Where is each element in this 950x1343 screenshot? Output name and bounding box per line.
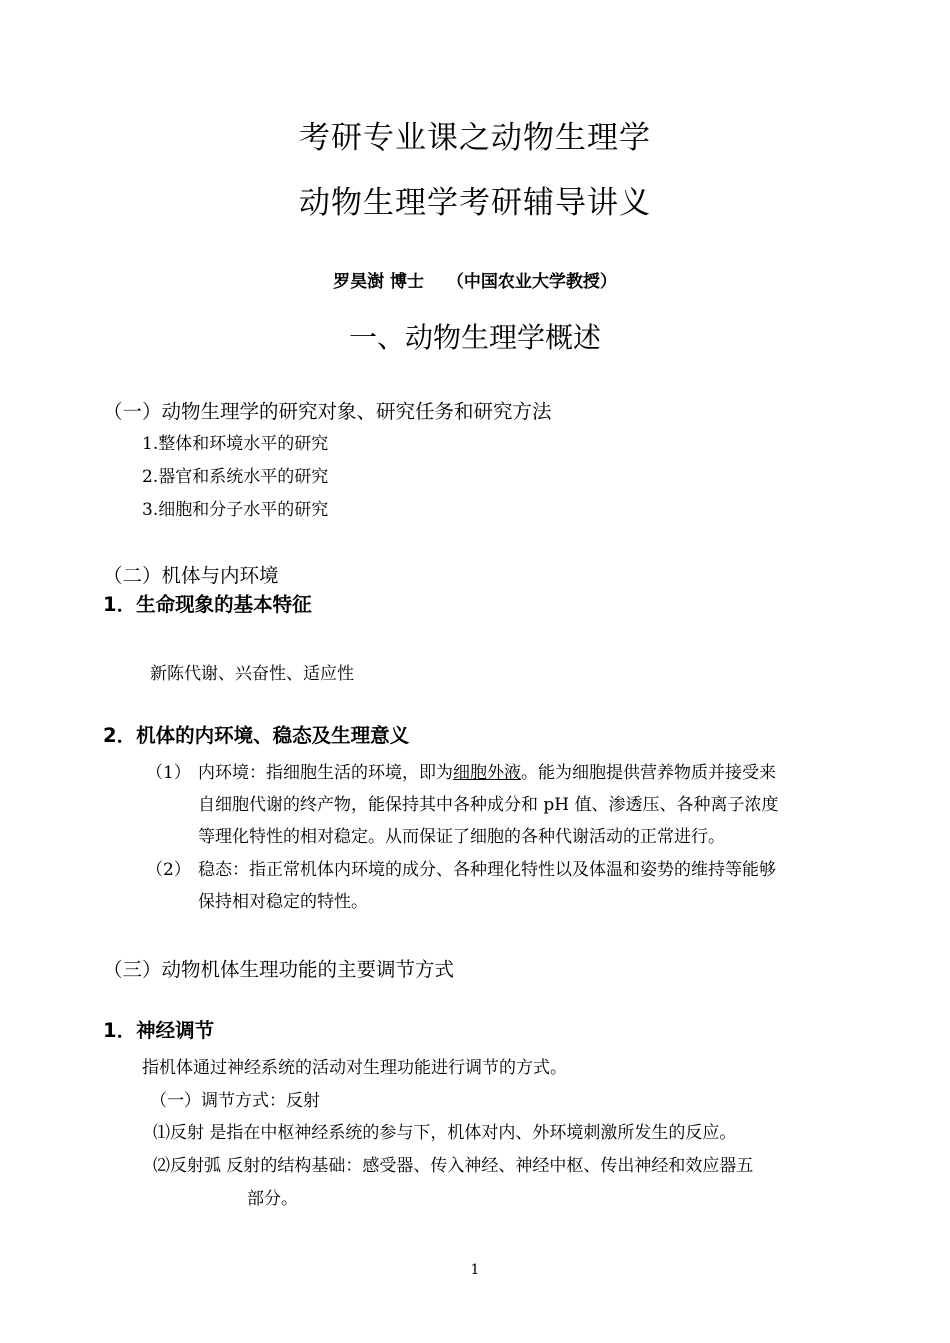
author-line: 罗昊澍 博士 （中国农业大学教授） xyxy=(333,272,617,292)
doc-title: 考研专业课之动物生理学 xyxy=(299,120,651,156)
term-link: 细胞外液 xyxy=(453,763,521,783)
item-line: 自细胞代谢的终产物，能保持其中各种成分和 pH 值、渗透压、各种离子浓度 xyxy=(198,795,779,815)
paragraph: 部分。 xyxy=(247,1189,298,1209)
subsection-heading: 1．神经调节 xyxy=(103,1019,215,1042)
doc-subtitle: 动物生理学考研辅导讲义 xyxy=(299,185,651,221)
paragraph: ⑵反射弧 反射的结构基础：感受器、传入神经、神经中枢、传出神经和效应器五 xyxy=(153,1156,754,1176)
paragraph: 指机体通过神经系统的活动对生理功能进行调节的方式。 xyxy=(142,1058,567,1078)
item-line: 保持相对稳定的特性。 xyxy=(198,892,368,912)
list-item: 2.器官和系统水平的研究 xyxy=(142,467,329,487)
item-line: 等理化特性的相对稳定。从而保证了细胞的各种代谢活动的正常进行。 xyxy=(198,827,725,847)
section-heading-2: （二）机体与内环境 xyxy=(103,564,279,587)
subsection-heading: 1．生命现象的基本特征 xyxy=(103,593,312,616)
item-marker: （1） xyxy=(146,763,191,783)
paragraph: ⑴反射 是指在中枢神经系统的参与下，机体对内、外环境刺激所发生的反应。 xyxy=(153,1123,737,1143)
paragraph: 新陈代谢、兴奋性、适应性 xyxy=(150,664,354,684)
numbered-paragraph-2 xyxy=(146,854,856,918)
list-item: 3.细胞和分子水平的研究 xyxy=(142,500,329,520)
text-fragment: 内环境：指细胞生活的环境，即为 xyxy=(198,763,453,783)
page-number: 1 xyxy=(470,1262,480,1278)
item-line xyxy=(198,757,856,789)
paragraph: （一）调节方式：反射 xyxy=(150,1091,320,1111)
section-heading-3: （三）动物机体生理功能的主要调节方式 xyxy=(103,958,455,981)
text-fragment: 。能为细胞提供营养物质并接受来 xyxy=(521,763,776,783)
list-item: 1.整体和环境水平的研究 xyxy=(142,434,329,454)
chapter-heading: 一、动物生理学概述 xyxy=(348,321,601,354)
numbered-paragraph-1 xyxy=(146,757,856,853)
section-heading-1: （一）动物生理学的研究对象、研究任务和研究方法 xyxy=(103,400,552,423)
subsection-heading: 2．机体的内环境、稳态及生理意义 xyxy=(103,724,410,747)
item-marker: （2） xyxy=(146,860,191,880)
item-line: 稳态：指正常机体内环境的成分、各种理化特性以及体温和姿势的维持等能够 xyxy=(198,860,776,880)
